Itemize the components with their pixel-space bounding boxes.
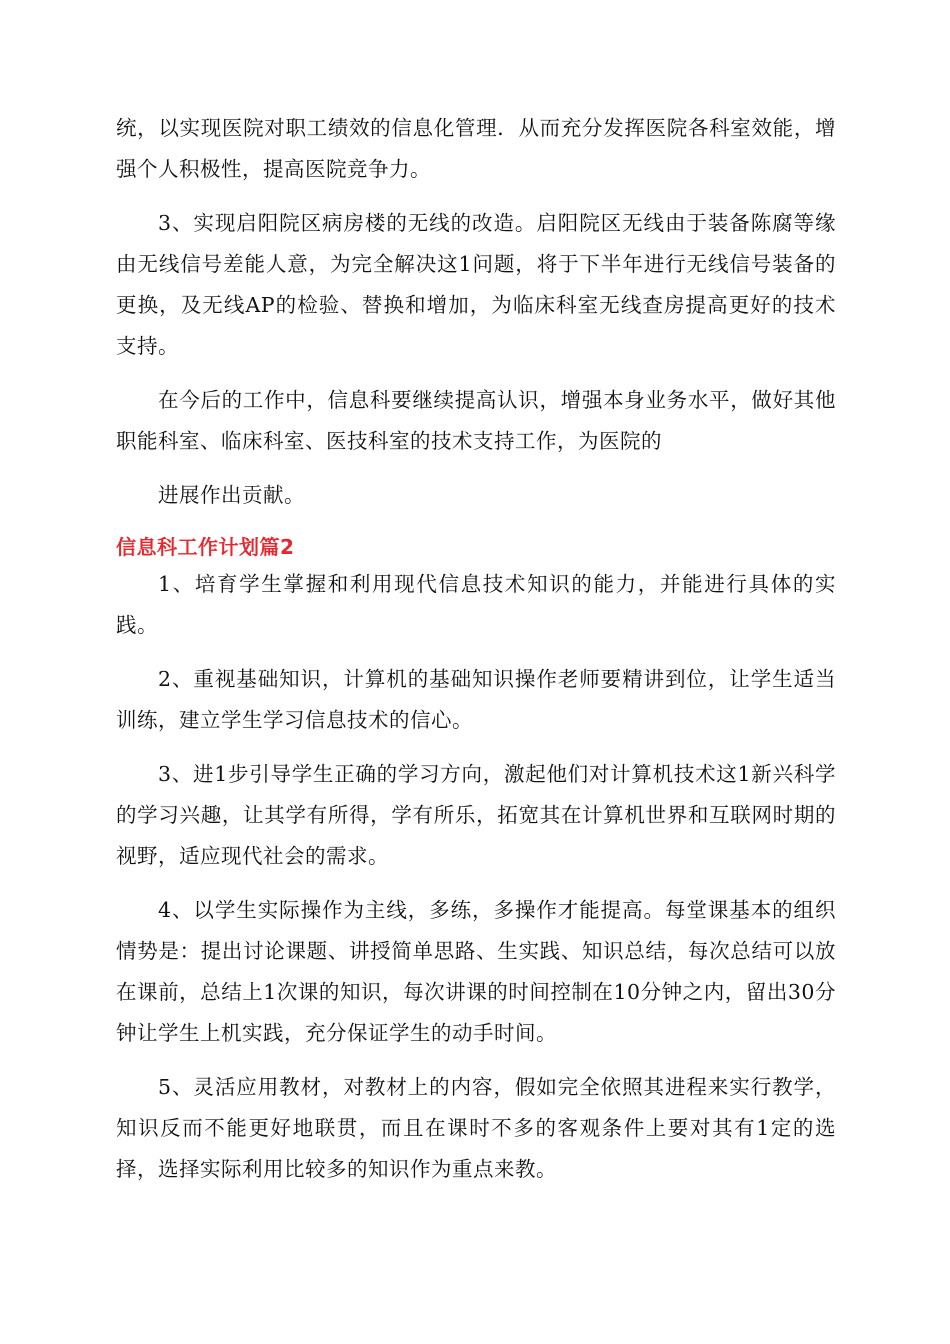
plan-item-2: 2、重视基础知识，计算机的基础知识操作老师要精讲到位，让学生适当训练，建立学生学习信息技术的信心。: [116, 667, 836, 732]
plan-item-3: 3、进1步引导学生正确的学习方向，激起他们对计算机技术这1新兴科学的学习兴趣，让其学有所得，学有所乐，拓宽其在计算机世界和互联网时期的视野，适应现代社会的需求。: [116, 762, 836, 868]
plan-item-5: 5、灵活应用教材，对教材上的内容，假如完全依照其进程来实行教学，知识反而不能更好地联贯，而且在课时不多的客观条件上要对其有1定的选择，选择实际利用比较多的知识作为重点来教。: [116, 1075, 836, 1181]
paragraph-continuation: 统，以实现医院对职工绩效的信息化管理．从而充分发挥医院各科室效能，增强个人积极性，提高医院竞争力。: [116, 116, 836, 181]
paragraph-future-work: 在今后的工作中，信息科要继续提高认识，增强本身业务水平，做好其他职能科室、临床科室、医技科室的技术支持工作，为医院的: [116, 388, 836, 453]
document-body: [116, 108, 836, 1190]
section-heading: 信息科工作计划篇2: [116, 535, 295, 559]
plan-item-1: 1、培育学生掌握和利用现代信息技术知识的能力，并能进行具体的实践。: [116, 572, 836, 637]
paragraph-wireless-upgrade: 3、实现启阳院区病房楼的无线的改造。启阳院区无线由于装备陈腐等缘由无线信号差能人意，为完全解决这1问题，将于下半年进行无线信号装备的更换，及无线AP的检验、替换和增加，为临床科室无线查房提高更好的技术支持。: [116, 211, 836, 358]
paragraph-contribution: 进展作出贡献。: [158, 483, 305, 507]
plan-item-4: 4、以学生实际操作为主线，多练，多操作才能提高。每堂课基本的组织情势是：提出讨论课题、讲授简单思路、生实践、知识总结，每次总结可以放在课前，总结上1次课的知识，每次讲课的时间控制在10分钟之内，留出30分钟让学生上机实践，充分保证学生的动手时间。: [116, 898, 836, 1045]
